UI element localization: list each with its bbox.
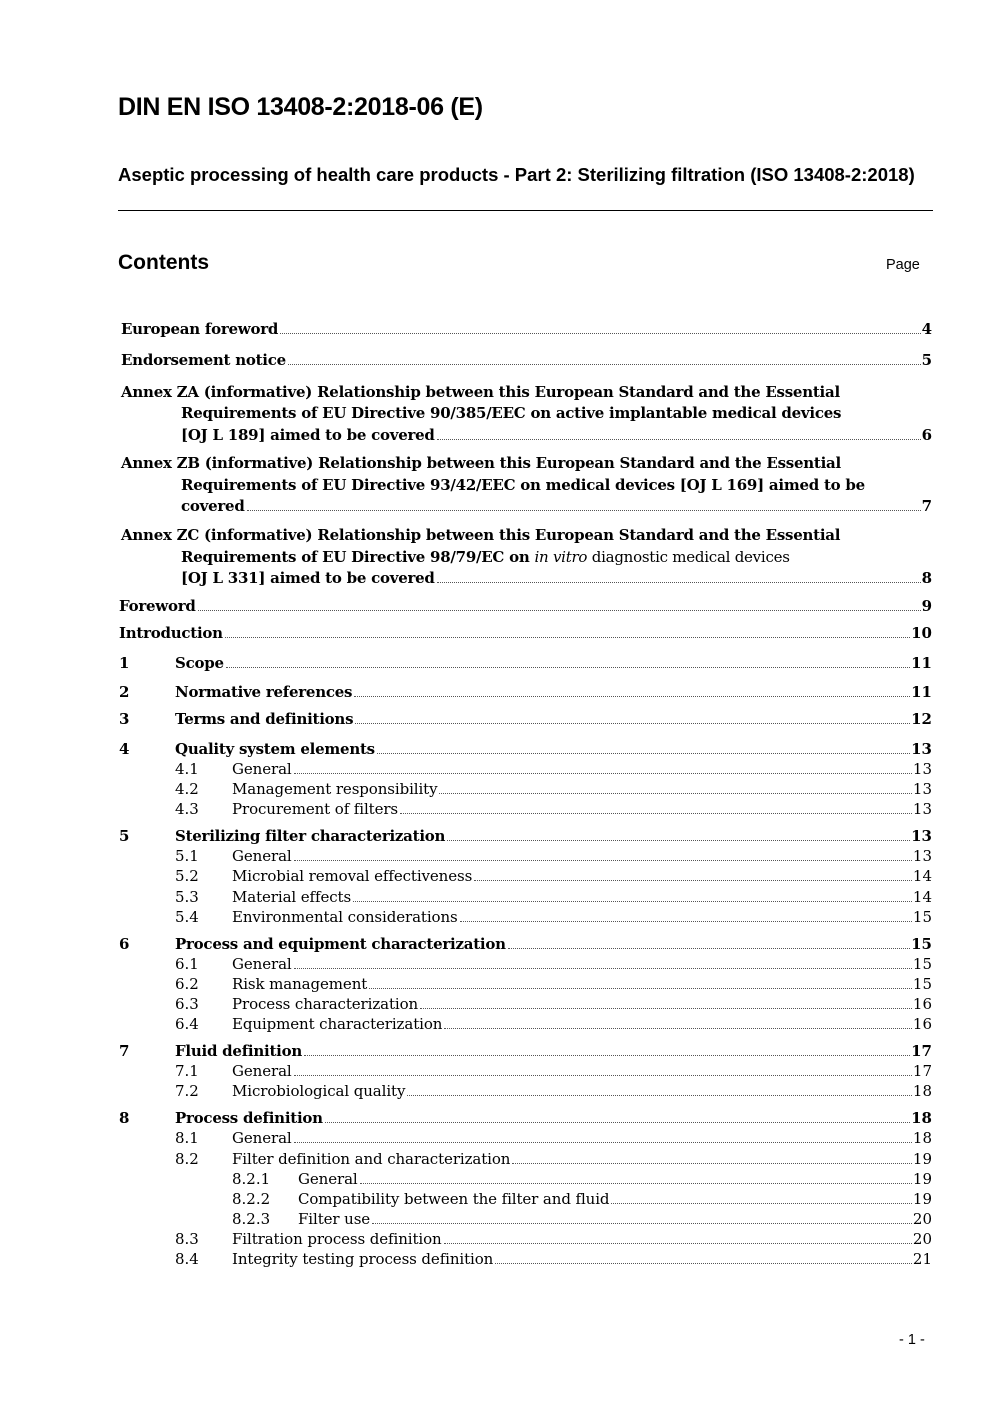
dot-leader	[460, 920, 912, 922]
toc-page-number: 11	[911, 683, 932, 701]
page-number: - 1 -	[899, 1332, 925, 1348]
dot-leader	[294, 1141, 912, 1143]
toc-page-number: 13	[911, 740, 932, 758]
toc-section-number: 4	[119, 740, 130, 758]
toc-entry-text: Microbial removal effectiveness	[232, 867, 473, 885]
toc-page-number: 13	[912, 760, 932, 778]
toc-section-number: 5	[119, 827, 130, 845]
toc-entry-text: General	[298, 1170, 358, 1188]
toc-section-number: 7.2	[175, 1082, 199, 1100]
dot-leader	[437, 438, 921, 440]
toc-page-number: 15	[912, 975, 932, 993]
toc-entry-section-6-4[interactable]	[175, 1014, 932, 1034]
dot-leader	[360, 1182, 912, 1184]
toc-entry-section-8-2[interactable]	[175, 1149, 932, 1169]
toc-entry-section-8-3[interactable]	[175, 1229, 932, 1249]
dot-leader	[444, 1027, 912, 1029]
toc-page-number: 4	[921, 320, 932, 338]
toc-entry-text: [OJ L 189] aimed to be covered	[181, 426, 435, 444]
toc-section-number: 8.2.3	[232, 1210, 271, 1228]
toc-page-number: 19	[912, 1190, 932, 1208]
toc-section-number: 5.1	[175, 847, 199, 865]
toc-page-number: 18	[912, 1129, 932, 1147]
toc-entry-text: Process definition	[175, 1109, 323, 1127]
toc-entry-text: General	[232, 847, 292, 865]
toc-entry-text: Endorsement notice	[121, 351, 286, 369]
toc-page-number: 17	[911, 1042, 932, 1060]
toc-entry-section-8-2-2[interactable]	[232, 1189, 932, 1209]
dot-leader	[611, 1202, 912, 1204]
toc-entry-text: Material effects	[232, 888, 352, 906]
toc-entry-text: General	[232, 760, 292, 778]
toc-entry-text: Terms and definitions	[175, 710, 354, 728]
dot-leader	[474, 879, 912, 881]
toc-entry-section-8[interactable]	[119, 1108, 932, 1128]
document-subtitle: Aseptic processing of health care products - Part 2: Sterilizing filtration (ISO 13408-2:2018)	[118, 164, 915, 185]
toc-entry-section-6-2[interactable]	[175, 974, 932, 994]
toc-entry-text: Filtration process definition	[232, 1230, 442, 1248]
dot-leader	[377, 752, 910, 754]
toc-entry-text: General	[232, 1129, 292, 1147]
toc-page-number: 19	[912, 1150, 932, 1168]
toc-page-number: 18	[912, 1082, 932, 1100]
toc-section-number: 8.4	[175, 1250, 199, 1268]
dot-leader	[437, 581, 921, 583]
toc-section-number: 1	[119, 654, 130, 672]
toc-entry-section-2[interactable]	[119, 682, 932, 702]
toc-entry-section-8-2-1[interactable]	[232, 1169, 932, 1189]
dot-leader	[354, 695, 910, 697]
toc-entry-text: Risk management	[232, 975, 368, 993]
toc-entry-section-3[interactable]	[119, 709, 932, 729]
toc-entry-section-7-1[interactable]	[175, 1061, 932, 1081]
toc-entry-annex-zc-line1[interactable]: Annex ZC (informative) Relationship between this European Standard and the Essential	[121, 526, 841, 544]
toc-entry-annex-zb-line2[interactable]: Requirements of EU Directive 93/42/EEC on medical devices [OJ L 169] aimed to be	[181, 476, 865, 494]
toc-entry-text: [OJ L 331] aimed to be covered	[181, 569, 435, 587]
toc-entry-section-4-2[interactable]	[175, 779, 932, 799]
toc-entry-section-5-2[interactable]	[175, 866, 932, 886]
title-rule	[118, 210, 933, 211]
toc-entry-text: Quality system elements	[175, 740, 375, 758]
dot-leader	[294, 967, 912, 969]
dot-leader	[400, 812, 912, 814]
toc-entry-foreword[interactable]	[119, 596, 932, 616]
toc-section-number: 4.1	[175, 760, 199, 778]
dot-leader	[294, 772, 912, 774]
toc-section-number: 8	[119, 1109, 130, 1127]
toc-entry-text: Filter use	[298, 1210, 371, 1228]
dot-leader	[198, 609, 921, 611]
toc-entry-annex-zc-line2[interactable]	[181, 547, 790, 567]
toc-entry-annex-za[interactable]	[181, 425, 932, 445]
dot-leader	[508, 947, 910, 949]
dot-leader	[495, 1262, 912, 1264]
toc-entry-text: European foreword	[121, 320, 279, 338]
toc-section-number: 7.1	[175, 1062, 199, 1080]
toc-entry-text: Process characterization	[232, 995, 419, 1013]
toc-entry-section-4-1[interactable]	[175, 759, 932, 779]
toc-page-number: 15	[911, 935, 932, 953]
dot-leader	[420, 1007, 912, 1009]
toc-section-number: 6.3	[175, 995, 199, 1013]
toc-entry-text: Scope	[175, 654, 224, 672]
toc-section-number: 4.2	[175, 780, 199, 798]
toc-entry-section-5-1[interactable]	[175, 846, 932, 866]
dot-leader	[369, 987, 912, 989]
toc-entry-section-1[interactable]	[119, 653, 932, 673]
toc-entry-text: Microbiological quality	[232, 1082, 406, 1100]
toc-page-number: 20	[912, 1230, 932, 1248]
toc-entry-annex-zb-line1[interactable]: Annex ZB (informative) Relationship between this European Standard and the Essential	[121, 454, 841, 472]
dot-leader	[407, 1094, 912, 1096]
dot-leader	[512, 1162, 912, 1164]
toc-section-number: 8.2	[175, 1150, 199, 1168]
toc-entry-section-7[interactable]	[119, 1041, 932, 1061]
toc-page-number: 8	[921, 569, 932, 587]
toc-entry-text: Normative references	[175, 683, 353, 701]
toc-page-number: 16	[912, 995, 932, 1013]
toc-entry-text: Procurement of filters	[232, 800, 399, 818]
toc-page-number: 15	[912, 908, 932, 926]
toc-page-number: 13	[912, 800, 932, 818]
toc-page-number: 20	[912, 1210, 932, 1228]
toc-page-number: 19	[912, 1170, 932, 1188]
toc-entry-section-8-4[interactable]	[175, 1249, 932, 1269]
toc-page-number: 18	[911, 1109, 932, 1127]
toc-entry-text: Sterilizing filter characterization	[175, 827, 446, 845]
toc-entry-section-6-3[interactable]	[175, 994, 932, 1014]
toc-section-number: 6.2	[175, 975, 199, 993]
toc-entry-text: Foreword	[119, 597, 196, 615]
toc-entry-text: General	[232, 1062, 292, 1080]
toc-entry-section-8-1[interactable]	[175, 1128, 932, 1148]
toc-section-number: 4.3	[175, 800, 199, 818]
toc-page-number: 13	[911, 827, 932, 845]
annex-zc-italic: in vitro	[534, 548, 588, 566]
toc-page-number: 13	[912, 847, 932, 865]
toc-entry-section-8-2-3[interactable]	[232, 1209, 932, 1229]
dot-leader	[247, 509, 921, 511]
toc-page-number: 21	[912, 1250, 932, 1268]
toc-section-number: 2	[119, 683, 130, 701]
toc-entry-section-7-2[interactable]	[175, 1081, 932, 1101]
toc-section-number: 8.1	[175, 1129, 199, 1147]
contents-heading: Contents	[118, 251, 209, 274]
dot-leader	[280, 332, 920, 334]
dot-leader	[439, 792, 911, 794]
toc-entry-annex-zc[interactable]	[181, 568, 932, 588]
toc-entry-text: Integrity testing process definition	[232, 1250, 494, 1268]
dot-leader	[372, 1222, 912, 1224]
toc-entry-european-foreword[interactable]	[121, 319, 932, 339]
toc-entry-annex-za-line2[interactable]: Requirements of EU Directive 90/385/EEC on active implantable medical devices	[181, 404, 842, 422]
toc-page-number: 17	[912, 1062, 932, 1080]
toc-entry-section-6[interactable]	[119, 934, 932, 954]
toc-entry-text: General	[232, 955, 292, 973]
toc-section-number: 6.4	[175, 1015, 199, 1033]
toc-section-number: 6	[119, 935, 130, 953]
dot-leader	[444, 1242, 912, 1244]
toc-page-number: 7	[921, 497, 932, 515]
dot-leader	[353, 900, 912, 902]
toc-entry-section-4[interactable]	[119, 739, 932, 759]
toc-entry-section-6-1[interactable]	[175, 954, 932, 974]
toc-entry-text: Compatibility between the filter and fluid	[298, 1190, 610, 1208]
toc-page-number: 16	[912, 1015, 932, 1033]
toc-section-number: 6.1	[175, 955, 199, 973]
toc-section-number: 5.3	[175, 888, 199, 906]
toc-entry-text: Management responsibility	[232, 780, 438, 798]
toc-section-number: 7	[119, 1042, 130, 1060]
toc-entry-section-4-3[interactable]	[175, 799, 932, 819]
toc-entry-text: Equipment characterization	[232, 1015, 443, 1033]
dot-leader	[226, 666, 910, 668]
toc-section-number: 8.2.2	[232, 1190, 271, 1208]
dot-leader	[288, 363, 921, 365]
toc-entry-section-5-3[interactable]	[175, 887, 932, 907]
toc-page-number: 13	[912, 780, 932, 798]
dot-leader	[294, 1074, 912, 1076]
document-title: DIN EN ISO 13408-2:2018-06 (E)	[118, 93, 483, 121]
toc-page-number: 9	[921, 597, 932, 615]
annex-zc-line2-end: diagnostic medical devices	[587, 548, 790, 566]
toc-section-number: 5.2	[175, 867, 199, 885]
toc-entry-text: Introduction	[119, 624, 223, 642]
toc-entry-annex-za-line1[interactable]: Annex ZA (informative) Relationship between this European Standard and the Essential	[121, 383, 840, 401]
toc-entry-annex-zb[interactable]	[181, 496, 932, 516]
page-column-heading: Page	[886, 257, 920, 273]
dot-leader	[447, 839, 910, 841]
dot-leader	[225, 636, 910, 638]
toc-entry-section-5[interactable]	[119, 826, 932, 846]
toc-entry-endorsement-notice[interactable]	[121, 350, 932, 370]
toc-section-number: 8.3	[175, 1230, 199, 1248]
toc-section-number: 3	[119, 710, 130, 728]
toc-entry-section-5-4[interactable]	[175, 907, 932, 927]
dot-leader	[355, 722, 910, 724]
toc-page-number: 6	[921, 426, 932, 444]
toc-page-number: 10	[911, 624, 932, 642]
toc-entry-text: Environmental considerations	[232, 908, 458, 926]
annex-zc-line2-start: Requirements of EU Directive 98/79/EC on	[181, 548, 535, 566]
dot-leader	[325, 1121, 910, 1123]
toc-entry-text: covered	[181, 497, 245, 515]
toc-page-number: 15	[912, 955, 932, 973]
toc-page-number: 14	[912, 867, 932, 885]
toc-page-number: 5	[921, 351, 932, 369]
toc-section-number: 8.2.1	[232, 1170, 271, 1188]
dot-leader	[294, 859, 912, 861]
toc-entry-text: Filter definition and characterization	[232, 1150, 511, 1168]
dot-leader	[304, 1054, 910, 1056]
toc-entry-text: Process and equipment characterization	[175, 935, 506, 953]
toc-entry-text: Fluid definition	[175, 1042, 302, 1060]
toc-page-number: 14	[912, 888, 932, 906]
toc-section-number: 5.4	[175, 908, 199, 926]
toc-entry-introduction[interactable]	[119, 623, 932, 643]
toc-page-number: 11	[911, 654, 932, 672]
toc-page-number: 12	[911, 710, 932, 728]
